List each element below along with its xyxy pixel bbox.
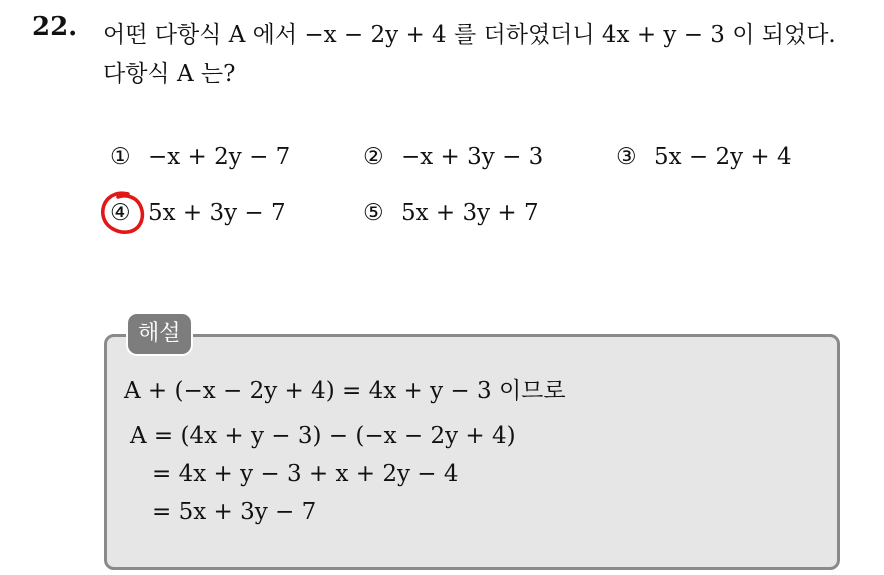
choice-4-text: 5x + 3y − 7 (148, 200, 286, 226)
question-number: 22. (32, 12, 78, 42)
answer-circle-mark (98, 188, 150, 238)
choice-2-text: −x + 3y − 3 (401, 144, 544, 170)
choice-3[interactable] (616, 144, 792, 170)
choice-2[interactable] (363, 144, 543, 170)
choice-5-text: 5x + 3y + 7 (401, 200, 539, 226)
choice-1-mark: ① (110, 144, 131, 170)
choice-1-text: −x + 2y − 7 (148, 144, 291, 170)
solution-label: 해설 (128, 314, 191, 354)
question-text-line-2: 다항식 A 는? (103, 61, 236, 87)
choice-3-text: 5x − 2y + 4 (654, 144, 792, 170)
choice-3-mark: ③ (616, 144, 637, 170)
solution-line-1: A + (−x − 2y + 4) = 4x + y − 3 이므로 (124, 378, 566, 404)
solution-line-4: = 5x + 3y − 7 (152, 499, 317, 525)
question-text-line-1: 어떤 다항식 A 에서 −x − 2y + 4 를 더하였더니 4x + y − 3 이 되었다. (103, 22, 836, 48)
choice-5-mark: ⑤ (363, 200, 384, 226)
solution-line-3: = 4x + y − 3 + x + 2y − 4 (152, 461, 459, 487)
choice-5[interactable] (363, 200, 539, 226)
solution-line-2: A = (4x + y − 3) − (−x − 2y + 4) (130, 423, 516, 449)
choice-1[interactable] (110, 144, 290, 170)
choice-4-mark: ④ (110, 200, 131, 226)
choice-2-mark: ② (363, 144, 384, 170)
solution-box (104, 334, 840, 570)
